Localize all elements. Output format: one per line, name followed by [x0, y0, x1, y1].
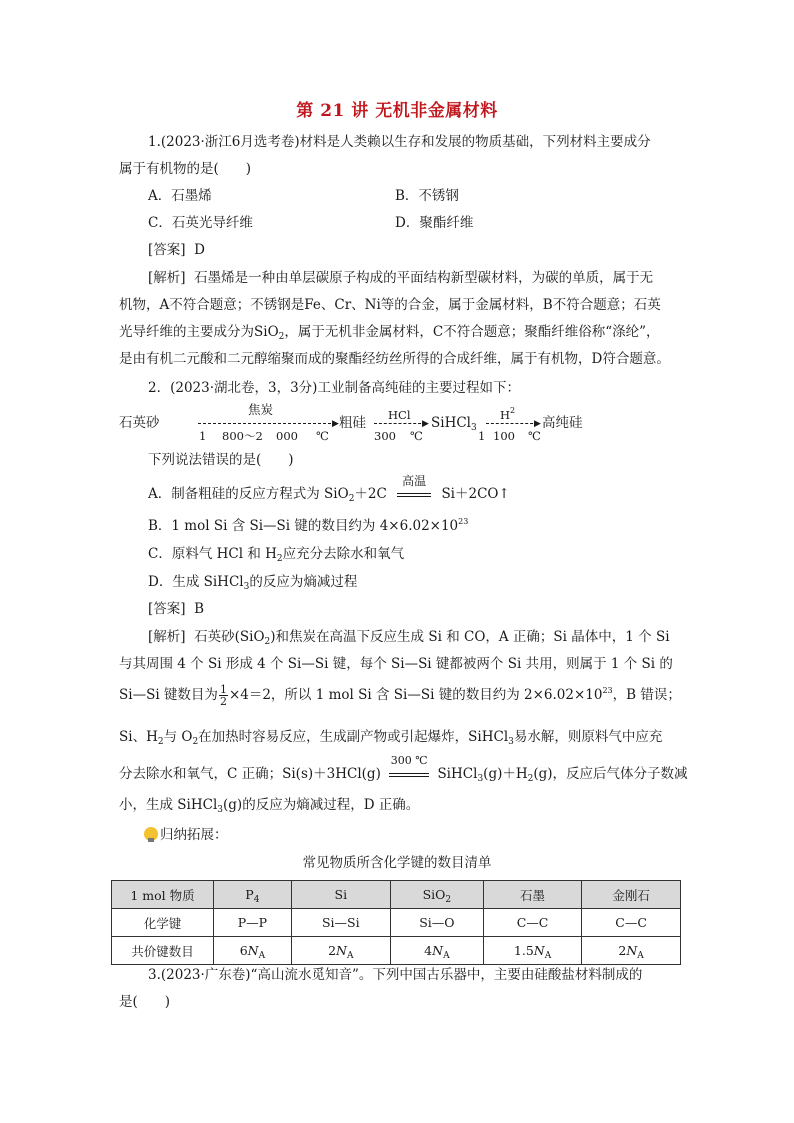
fraction-denominator: 2 — [219, 695, 227, 708]
explanation-label: [解析] — [148, 629, 186, 645]
summary-heading — [144, 825, 228, 845]
answer-value: D — [194, 242, 205, 258]
q1-stem-line1: 1.(2023·浙江6月选考卷)材料是人类赖以生存和发展的物质基础，下列材料主要成分 — [148, 134, 651, 150]
condition-label: 300 ℃ — [390, 753, 428, 767]
answer-label: [答案] — [148, 601, 186, 617]
q1-explanation-line3: 光导纤维的主要成分为SiO$_2$，属于无机非金属材料，C不符合题意；聚酯纤维俗称“涤纶”， — [119, 324, 660, 342]
table-cell-2na: $2N_A$ — [291, 937, 390, 965]
q2-explanation-line4: Si、$H_2$与 $O_2$在加热时容易反应，生成副产物或引起爆炸，SiHCl$_3$易水解，则原料气中应充 — [119, 729, 663, 747]
flow-arrow-3 — [486, 423, 538, 424]
q2-explanation-line1: [解析] 石英砂(SiO$_2$)和焦炭在高温下反应生成 Si 和 CO，A 正确；Si 晶体中，1 个 Si — [148, 629, 670, 647]
table-cell: C—C — [582, 909, 681, 937]
q2-option-d: D．生成 SiHCl$_3$的反应为熵减过程 — [148, 574, 358, 592]
subscript: 3 — [471, 423, 477, 433]
superscript: 23 — [458, 517, 469, 526]
table-cell: Si—O — [390, 909, 483, 937]
q2-explanation-line5: 分去除水和氧气，C 正确；Si(s)＋3HCl(g) 300 ℃ $SiHCl_3(g)+H_2(g)$，反应后气体分子数减 — [119, 764, 688, 785]
q1-option-d: D．聚酯纤维 — [395, 215, 474, 231]
explanation-text: (g)＋H — [483, 766, 528, 782]
explanation-text: 易水解，则原料气中应充 — [513, 729, 663, 745]
table-cell: P—P — [214, 909, 292, 937]
flow-substance-high-purity-silicon: 高纯硅 — [542, 415, 583, 431]
q1-option-a: A．石墨烯 — [148, 188, 212, 204]
flow-condition-1-bot-b: 800～2 — [222, 429, 263, 443]
explanation-text: 与 O — [163, 729, 193, 745]
explanation-text: ，属于无机非金属材料，C不符合题意；聚酯纤维俗称“涤纶”， — [284, 324, 660, 340]
flow-arrow-2 — [374, 423, 426, 424]
q2-stem-line1: 2．(2023·湖北卷，3，3分)工业制备高纯硅的主要过程如下： — [148, 380, 520, 396]
table-header-cell: 金刚石 — [582, 881, 681, 909]
table-caption: 常见物质所含化学键的数目清单 — [302, 855, 492, 871]
flow-condition-1-bot-a: 1 — [199, 429, 207, 443]
flow-condition-3-bot-b: 100 — [493, 429, 515, 443]
explanation-text: ，B 错误； — [612, 687, 681, 703]
option-text: B．1 mol Si 含 Si—Si 键的数目约为 4×6.02×10 — [148, 518, 459, 534]
flow-condition-2-bot-b: ℃ — [410, 429, 423, 443]
flow-condition-1-top: 焦炭 — [248, 402, 274, 417]
q2-explanation-line2: 与其周围 4 个 Si 形成 4 个 Si—Si 键，每个 Si—Si 键都被两个 Si 共用，则属于 1 个 Si 的 — [119, 656, 673, 672]
table-header-cell-p4: $P_4$ — [214, 881, 292, 909]
q1-explanation-line1 — [148, 268, 653, 288]
flow-condition-3-bot-a: 1 — [478, 429, 486, 443]
explanation-text: )和焦炭在高温下反应生成 Si 和 CO，A 正确；Si 晶体中，1 个 Si — [270, 629, 670, 645]
flow-condition-1-bot-d: ℃ — [316, 429, 329, 443]
option-text: 的反应为熵减过程 — [249, 574, 358, 590]
superscript: 23 — [602, 686, 613, 695]
explanation-label: [解析] — [148, 270, 186, 286]
table-header-cell: 石墨 — [483, 881, 581, 909]
table-header-cell-sio2: SiO$_2$ — [390, 881, 483, 909]
table-row — [112, 909, 681, 937]
table-cell: Si—Si — [291, 909, 390, 937]
explanation-text: 石英砂(SiO — [194, 629, 265, 645]
explanation-text: 光导纤维的主要成分为SiO — [119, 324, 279, 340]
table-cell-4na: $4N_A$ — [390, 937, 483, 965]
explanation-text: ×4＝2，所以 1 mol Si 含 Si—Si 键的数目约为 2×6.02×10 — [228, 687, 603, 703]
q2-explanation-line3 — [119, 684, 681, 707]
flow-substance-crude-silicon: 粗硅 — [339, 415, 366, 431]
table-header-row — [112, 881, 681, 909]
table-cell-6na: $6N_A$ — [214, 937, 292, 965]
table-cell: C—C — [483, 909, 581, 937]
q1-option-c: C．石英光导纤维 — [148, 215, 253, 231]
q1-stem-line2: 属于有机物的是( ) — [119, 161, 252, 177]
q2-option-b — [148, 516, 468, 536]
condition-text: H — [500, 408, 511, 422]
flow-arrow-1 — [198, 423, 336, 424]
explanation-text: 石墨烯是一种由单层碳原子构成的平面结构新型碳材料，为碳的单质，属于无 — [194, 270, 654, 286]
flow-condition-2-top: HCl — [388, 408, 411, 422]
option-text: 应充分去除水和氧气 — [282, 546, 405, 562]
lightbulb-icon — [144, 827, 158, 841]
explanation-text: SiHCl — [437, 766, 478, 782]
flow-condition-1-bot-c: 000 — [276, 429, 298, 443]
flow-substance-text: SiHCl — [431, 415, 471, 431]
option-text: D．生成 SiHCl — [148, 574, 244, 590]
option-text: A．制备粗硅的反应方程式为 SiO — [148, 486, 349, 502]
chemical-bond-table — [111, 880, 681, 965]
double-line-sign — [389, 773, 429, 777]
q3-stem-line2: 是( ) — [119, 994, 171, 1010]
table-row — [112, 937, 681, 965]
table-header-cell: 1 mol 物质 — [112, 881, 214, 909]
reaction-condition-high-temp — [397, 473, 431, 505]
flow-condition-2-bot-a: 300 — [374, 429, 396, 443]
superscript: 2 — [510, 406, 516, 415]
explanation-text: 在加热时容易反应，生成副产物或引起爆炸，SiHCl — [198, 729, 509, 745]
flow-substance-quartz-sand: 石英砂 — [119, 415, 160, 431]
table-cell-2na: $2N_A$ — [582, 937, 681, 965]
lesson-title: 第 21 讲 无机非金属材料 — [296, 101, 498, 121]
answer-value: B — [194, 601, 205, 617]
option-text: C．原料气 HCl 和 H — [148, 546, 277, 562]
explanation-text: Si、H — [119, 729, 158, 745]
q1-explanation-line2: 机物，A不符合题意；不锈钢是Fe、Cr、Ni等的合金，属于金属材料，B不符合题意；石英 — [119, 297, 661, 313]
q2-process-flow — [119, 413, 160, 433]
q2-option-c: C．原料气 HCl 和 $H_2$应充分去除水和氧气 — [148, 546, 405, 564]
flow-arrow-1-head: ▶ — [332, 419, 339, 429]
table-cell: 共价键数目 — [112, 937, 214, 965]
double-line-sign — [397, 493, 431, 497]
answer-label: [答案] — [148, 242, 186, 258]
fraction-one-half — [219, 684, 228, 707]
explanation-text: Si—Si 键数目为 — [119, 687, 218, 703]
explanation-text: (g)的反应为熵减过程，D 正确。 — [223, 797, 420, 813]
q1-answer — [148, 240, 205, 260]
q2-stem-line2: 下列说法错误的是( ) — [148, 452, 294, 468]
explanation-text: (g)，反应后气体分子数减 — [533, 766, 688, 782]
explanation-text: 小，生成 SiHCl — [119, 797, 218, 813]
table-header-cell: Si — [291, 881, 390, 909]
q1-explanation-line4: 是由有机二元酸和二元醇缩聚而成的聚酯经纺丝所得的合成纤维，属于有机物，D符合题意。 — [119, 351, 670, 367]
flow-arrow-2-head: ▶ — [422, 419, 429, 429]
flow-arrow-3-head: ▶ — [534, 419, 541, 429]
option-text: ＋2C — [354, 486, 387, 502]
reaction-condition-300c — [389, 753, 429, 785]
fraction-numerator: 1 — [219, 683, 227, 696]
q2-explanation-line6: 小，生成 SiHCl$_3$(g)的反应为熵减过程，D 正确。 — [119, 797, 420, 815]
q2-answer — [148, 599, 204, 619]
q1-option-b: B．不锈钢 — [395, 188, 459, 204]
flow-substance-trichlorosilane — [431, 413, 477, 433]
summary-label: 归纳拓展： — [160, 827, 228, 843]
flow-condition-3-bot-c: ℃ — [528, 429, 541, 443]
q2-option-a: A．制备粗硅的反应方程式为 SiO$_2$＋2C 高温 Si＋2CO↑ — [148, 484, 510, 505]
option-text: Si＋2CO↑ — [441, 486, 510, 502]
q3-stem-line1: 3.(2023·广东卷)“高山流水觅知音”。下列中国古乐器中，主要由硅酸盐材料制成的 — [148, 967, 643, 983]
flow-condition-3-top — [500, 405, 515, 425]
explanation-text: 分去除水和氧气，C 正确；Si(s)＋3HCl(g) — [119, 766, 381, 782]
table-cell-1-5na: $1.5N_A$ — [483, 937, 581, 965]
table-cell: 化学键 — [112, 909, 214, 937]
condition-label: 高温 — [402, 473, 427, 488]
